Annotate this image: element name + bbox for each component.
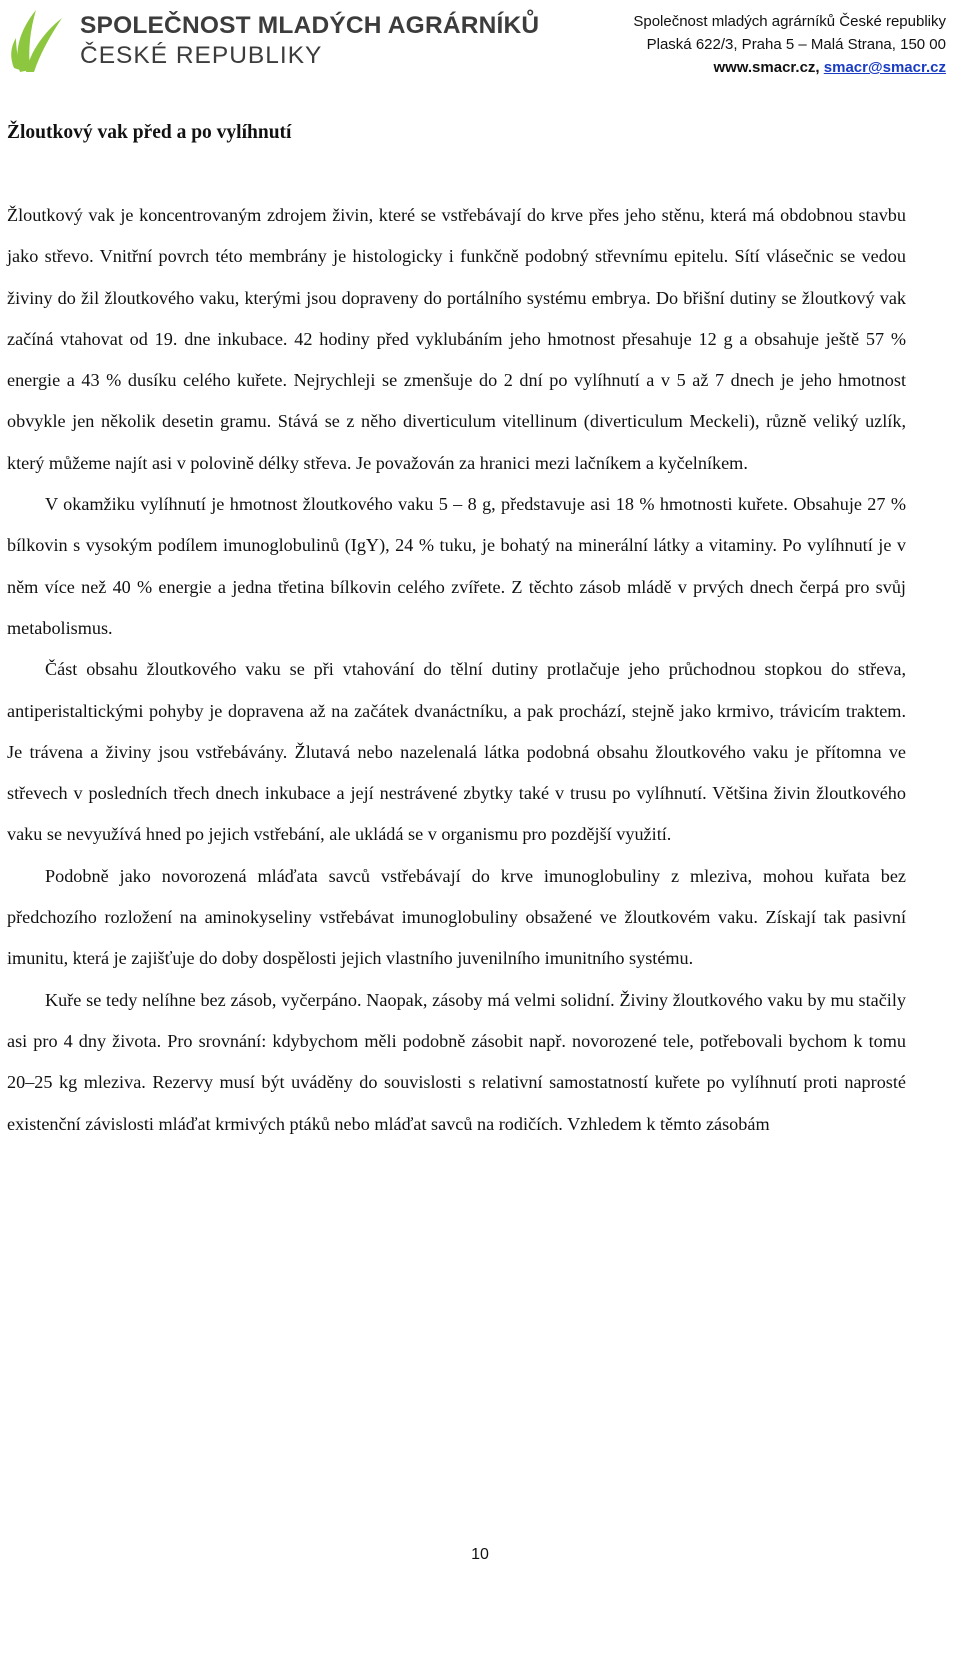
document-body xyxy=(7,195,906,1145)
paragraph: Podobně jako novorozená mláďata savců vstřebávají do krve imunoglobuliny z mleziva, mohou kuřata bez předchozího rozložení na aminokyseliny vstřebávat imunoglobuliny obsažené ve žloutkovém vaku. Získají tak pasivní imunitu, která je zajišťuje do doby dospělosti jejich vlastního juvenilního imunitního systému. xyxy=(7,865,906,969)
leaf-logo-icon xyxy=(8,4,66,74)
contact-address: Plaská 622/3, Praha 5 – Malá Strana, 150 00 xyxy=(646,36,946,53)
email-link[interactable]: smacr@smacr.cz xyxy=(823,59,946,76)
organization-country: ČESKÉ REPUBLIKY xyxy=(80,42,323,69)
website-link[interactable]: www.smacr.cz, xyxy=(713,59,820,76)
paragraph: V okamžiku vylíhnutí je hmotnost žloutkového vaku 5 – 8 g, představuje asi 18 % hmotnosti kuřete. Obsahuje 27 % bílkovin s vysokým podílem imunoglobulinů (IgY), 24 % tuku, je bohatý na minerální látky a vitaminy. Po vylíhnutí je v něm více než 40 % energie a jedna třetina bílkovin celého zvířete. Z těchto zásob mládě v prvých dnech čerpá pro svůj metabolismus. xyxy=(7,494,906,638)
document-title: Žloutkový vak před a po vylíhnutí xyxy=(7,122,292,143)
paragraph: Část obsahu žloutkového vaku se při vtahování do tělní dutiny protlačuje jeho průchodnou stopkou do střeva, antiperistaltickými pohyby je dopravena až na začátek dvanáctníku, a pak prochází, stejně jako krmivo, trávicím traktem. Je trávena a živiny jsou vstřebávány. Žlutavá nebo nazelenalá látka podobná obsahu žloutkového vaku je přítomna ve střevech v posledních třech dnech inkubace a její nestrávené zbytky také v trusu po vylíhnutí. Většina živin žloutkového vaku se nevyužívá hned po jejich vstřebání, ale ukládá se v organismu pro pozdější využití. xyxy=(7,659,906,845)
contact-web-line xyxy=(633,56,946,79)
paragraph: Žloutkový vak je koncentrovaným zdrojem živin, které se vstřebávají do krve přes jeho stěnu, která má obdobnou stavbu jako střevo. Vnitřní povrch této membrány je histologicky i funkčně podobný střevnímu epitelu. Sítí vlásečnic se vedou živiny do žil žloutkového vaku, kterými jsou dopraveny do portálního systému embrya. Do břišní dutiny se žloutkový vak začíná vtahovat od 19. dne inkubace. 42 hodiny před vyklubáním jeho hmotnost přesahuje 12 g a obsahuje ještě 57 % energie a 43 % dusíku celého kuřete. Nejrychleji se zmenšuje do 2 dní po vylíhnutí a v 5 až 7 dnech je jeho hmotnost obvykle jen několik desetin gramu. Stává se z něho diverticulum vitellinum (diverticulum Meckeli), různě veliký uzlík, který můžeme najít asi v polovině délky střeva. Je považován za hranici mezi lačníkem a kyčelníkem. xyxy=(7,205,906,473)
page-number: 10 xyxy=(471,1546,489,1563)
contact-name: Společnost mladých agrárníků České republiky xyxy=(633,13,946,30)
organization-name: SPOLEČNOST MLADÝCH AGRÁRNÍKŮ xyxy=(80,12,540,39)
page-header xyxy=(0,0,960,90)
contact-block xyxy=(633,10,946,79)
paragraph: Kuře se tedy nelíhne bez zásob, vyčerpáno. Naopak, zásoby má velmi solidní. Živiny žloutkového vaku by mu stačily asi pro 4 dny života. Pro srovnání: kdybychom měli podobně zásobit např. novorozené tele, potřebovali bychom k tomu 20–25 kg mleziva. Rezervy musí být uváděny do souvislosti s relativní samostatností kuřete po vylíhnutí proti naprosté existenční závislosti mláďat krmivých ptáků nebo mláďat savců na rodičích. Vzhledem k těmto zásobám xyxy=(7,989,906,1134)
